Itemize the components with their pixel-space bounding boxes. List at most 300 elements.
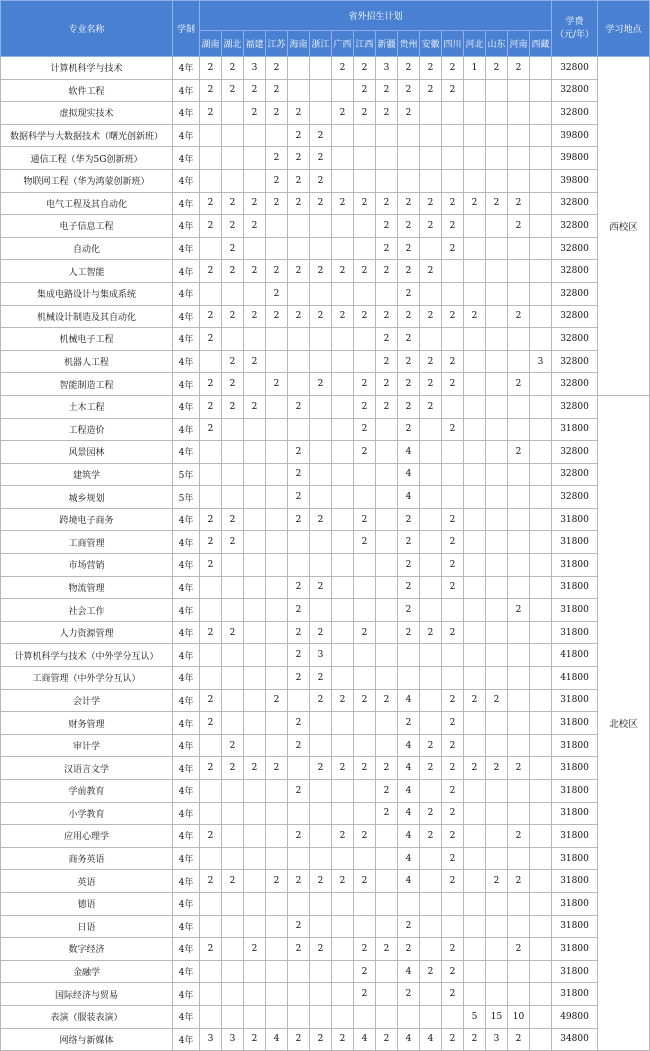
quota-cell [200,124,222,147]
quota-cell: 2 [310,1028,332,1051]
quota-cell [222,825,244,848]
quota-cell [420,644,442,667]
quota-cell [420,780,442,803]
quota-cell: 2 [310,757,332,780]
quota-cell: 1 [464,57,486,80]
table-row [1,102,650,125]
quota-cell: 2 [442,531,464,554]
major-name-cell: 社会工作 [1,599,173,622]
quota-cell [486,554,508,577]
quota-cell [398,124,420,147]
header-major: 专业名称 [1,1,173,57]
fee-cell: 31800 [552,847,598,870]
quota-cell [244,892,266,915]
quota-cell: 2 [288,870,310,893]
quota-cell [464,915,486,938]
duration-cell: 4年 [173,508,200,531]
quota-cell [420,667,442,690]
quota-cell: 2 [376,328,398,351]
quota-cell [530,802,552,825]
table-row [1,418,650,441]
major-name-cell: 市场营销 [1,554,173,577]
quota-cell: 4 [398,757,420,780]
major-name-cell: 英语 [1,870,173,893]
quota-cell: 2 [354,305,376,328]
quota-cell [464,667,486,690]
quota-cell: 2 [398,260,420,283]
quota-cell [464,960,486,983]
quota-cell: 2 [288,621,310,644]
quota-cell: 2 [376,373,398,396]
fee-cell: 31800 [552,960,598,983]
major-name-cell: 商务英语 [1,847,173,870]
quota-cell: 2 [244,192,266,215]
quota-cell: 4 [266,1028,288,1051]
duration-cell: 4年 [173,1028,200,1051]
quota-cell [464,237,486,260]
quota-cell [464,599,486,622]
quota-cell: 2 [288,1028,310,1051]
quota-cell [244,983,266,1006]
quota-cell [530,734,552,757]
fee-cell: 32800 [552,328,598,351]
quota-cell [376,644,398,667]
quota-cell: 2 [486,57,508,80]
quota-cell: 2 [354,373,376,396]
quota-cell [486,780,508,803]
quota-cell [530,486,552,509]
quota-cell [486,825,508,848]
quota-cell [222,463,244,486]
major-name-cell: 工程造价 [1,418,173,441]
quota-cell [266,667,288,690]
quota-cell [530,237,552,260]
quota-cell [200,350,222,373]
major-name-cell: 计算机科学与技术（中外学分互认） [1,644,173,667]
major-name-cell: 电子信息工程 [1,215,173,238]
quota-cell: 2 [222,57,244,80]
quota-cell [376,825,398,848]
duration-cell: 4年 [173,870,200,893]
quota-cell [508,689,530,712]
major-name-cell: 工商管理 [1,531,173,554]
quota-cell: 2 [288,463,310,486]
quota-cell: 2 [266,282,288,305]
quota-cell [222,915,244,938]
quota-cell [420,599,442,622]
quota-cell [288,418,310,441]
header-location: 学习地点 [598,1,650,57]
quota-cell: 2 [508,870,530,893]
quota-cell: 2 [288,825,310,848]
quota-cell [508,915,530,938]
quota-cell [508,237,530,260]
quota-cell [486,915,508,938]
quota-cell [288,328,310,351]
quota-cell: 2 [420,57,442,80]
table-row [1,237,650,260]
quota-cell: 2 [442,350,464,373]
major-name-cell: 人工智能 [1,260,173,283]
quota-cell: 2 [200,621,222,644]
quota-cell [486,960,508,983]
quota-cell [420,983,442,1006]
quota-cell [244,1005,266,1028]
quota-cell [530,847,552,870]
quota-cell: 2 [464,1028,486,1051]
quota-cell [420,1005,442,1028]
quota-cell [376,734,398,757]
quota-cell [354,554,376,577]
quota-cell: 2 [354,531,376,554]
table-row [1,531,650,554]
quota-cell: 2 [310,938,332,961]
quota-cell: 2 [200,328,222,351]
province-header-cell: 浙江 [310,31,332,57]
quota-cell: 3 [530,350,552,373]
duration-cell: 5年 [173,486,200,509]
quota-cell [530,305,552,328]
quota-cell: 2 [266,169,288,192]
quota-cell: 2 [288,938,310,961]
major-name-cell: 自动化 [1,237,173,260]
major-name-cell: 建筑学 [1,463,173,486]
quota-cell [376,599,398,622]
quota-cell: 2 [376,395,398,418]
quota-cell [310,712,332,735]
quota-cell: 2 [200,79,222,102]
quota-cell [508,350,530,373]
quota-cell [200,667,222,690]
quota-cell [464,983,486,1006]
quota-cell: 2 [398,328,420,351]
quota-cell: 2 [222,373,244,396]
quota-cell [266,418,288,441]
quota-cell: 2 [354,441,376,464]
campus-north-cell: 北校区 [598,395,650,1050]
quota-cell: 2 [288,102,310,125]
quota-cell [354,147,376,170]
quota-cell [508,780,530,803]
quota-cell [266,531,288,554]
quota-cell: 2 [398,554,420,577]
table-row [1,328,650,351]
quota-cell: 15 [486,1005,508,1028]
quota-cell: 2 [442,960,464,983]
quota-cell [442,667,464,690]
quota-cell [442,644,464,667]
quota-cell [486,350,508,373]
quota-cell: 2 [266,79,288,102]
quota-cell: 2 [200,192,222,215]
quota-cell: 2 [244,1028,266,1051]
quota-cell [464,508,486,531]
quota-cell [244,689,266,712]
quota-cell: 2 [442,1028,464,1051]
quota-cell: 2 [266,147,288,170]
quota-cell: 2 [310,260,332,283]
quota-cell: 2 [266,260,288,283]
duration-cell: 4年 [173,237,200,260]
quota-cell [200,802,222,825]
quota-cell: 2 [376,79,398,102]
quota-cell [200,599,222,622]
quota-cell: 2 [442,983,464,1006]
quota-cell [508,282,530,305]
province-header-cell: 福建 [244,31,266,57]
quota-cell [376,124,398,147]
major-name-cell: 电气工程及其自动化 [1,192,173,215]
quota-cell: 2 [376,938,398,961]
quota-cell [354,169,376,192]
quota-cell [200,915,222,938]
duration-cell: 4年 [173,147,200,170]
quota-cell [530,147,552,170]
major-name-cell: 集成电路设计与集成系统 [1,282,173,305]
quota-cell [244,508,266,531]
major-name-cell: 审计学 [1,734,173,757]
table-row [1,395,650,418]
quota-cell [508,576,530,599]
fee-cell: 31800 [552,599,598,622]
quota-cell: 2 [376,192,398,215]
table-row [1,734,650,757]
quota-cell [310,531,332,554]
table-row [1,960,650,983]
fee-cell: 31800 [552,531,598,554]
duration-cell: 4年 [173,79,200,102]
quota-cell [354,915,376,938]
quota-cell: 2 [200,102,222,125]
fee-cell: 31800 [552,576,598,599]
fee-cell: 31800 [552,621,598,644]
quota-cell [332,169,354,192]
quota-cell [244,825,266,848]
table-row [1,712,650,735]
quota-cell: 2 [200,57,222,80]
quota-cell [222,124,244,147]
quota-cell: 2 [376,757,398,780]
quota-cell [442,169,464,192]
duration-cell: 4年 [173,1005,200,1028]
quota-cell: 2 [442,215,464,238]
quota-cell: 2 [420,215,442,238]
quota-cell [244,644,266,667]
quota-cell [200,960,222,983]
fee-cell: 31800 [552,938,598,961]
fee-cell: 39800 [552,124,598,147]
quota-cell: 2 [398,599,420,622]
quota-cell: 2 [508,938,530,961]
quota-cell: 2 [354,938,376,961]
quota-cell: 2 [222,215,244,238]
quota-cell [530,1005,552,1028]
quota-cell [530,57,552,80]
quota-cell: 3 [244,57,266,80]
quota-cell [464,328,486,351]
quota-cell: 2 [420,79,442,102]
quota-cell [310,79,332,102]
quota-cell [508,260,530,283]
quota-cell [486,215,508,238]
fee-cell: 31800 [552,712,598,735]
quota-cell [222,328,244,351]
quota-cell [288,757,310,780]
table-row [1,667,650,690]
major-name-cell: 金融学 [1,960,173,983]
duration-cell: 4年 [173,57,200,80]
quota-cell: 2 [442,825,464,848]
quota-cell: 2 [442,757,464,780]
quota-cell [530,599,552,622]
quota-cell: 2 [288,780,310,803]
quota-cell: 2 [508,305,530,328]
duration-cell: 4年 [173,915,200,938]
duration-cell: 4年 [173,373,200,396]
major-name-cell: 城乡规划 [1,486,173,509]
quota-cell: 2 [354,102,376,125]
quota-cell: 2 [442,305,464,328]
major-name-cell: 机械电子工程 [1,328,173,351]
quota-cell: 2 [288,644,310,667]
quota-cell [266,486,288,509]
quota-cell: 2 [442,712,464,735]
quota-cell [354,780,376,803]
duration-cell: 4年 [173,599,200,622]
quota-cell [530,169,552,192]
quota-cell: 2 [376,305,398,328]
fee-cell: 31800 [552,780,598,803]
fee-cell: 39800 [552,169,598,192]
quota-cell [310,983,332,1006]
quota-cell [354,328,376,351]
quota-cell [222,960,244,983]
quota-cell [464,576,486,599]
quota-cell: 2 [266,102,288,125]
quota-cell [222,689,244,712]
fee-cell: 31800 [552,757,598,780]
quota-cell: 3 [222,1028,244,1051]
quota-cell [288,215,310,238]
quota-cell [486,260,508,283]
quota-cell: 2 [354,621,376,644]
quota-cell [376,983,398,1006]
quota-cell [244,373,266,396]
quota-cell: 2 [222,870,244,893]
quota-cell [486,531,508,554]
duration-cell: 4年 [173,734,200,757]
quota-cell: 2 [222,621,244,644]
quota-cell [310,486,332,509]
table-row [1,192,650,215]
quota-cell [222,102,244,125]
fee-cell: 32800 [552,395,598,418]
duration-cell: 4年 [173,689,200,712]
quota-cell [354,486,376,509]
major-name-cell: 数据科学与大数据技术（曙光创新班） [1,124,173,147]
table-row [1,554,650,577]
quota-cell: 2 [442,576,464,599]
quota-cell: 2 [332,870,354,893]
quota-cell [332,644,354,667]
quota-cell: 2 [288,260,310,283]
quota-cell [332,892,354,915]
duration-cell: 4年 [173,667,200,690]
quota-cell [508,712,530,735]
quota-cell: 2 [508,757,530,780]
quota-cell: 2 [288,508,310,531]
quota-cell [266,599,288,622]
fee-cell: 32800 [552,57,598,80]
duration-cell: 4年 [173,328,200,351]
quota-cell [376,282,398,305]
quota-cell [354,644,376,667]
quota-cell: 2 [222,531,244,554]
fee-cell: 32800 [552,79,598,102]
quota-cell: 2 [288,192,310,215]
major-name-cell: 网络与新媒体 [1,1028,173,1051]
quota-cell [486,124,508,147]
quota-cell [288,282,310,305]
major-name-cell: 跨境电子商务 [1,508,173,531]
major-name-cell: 小学教育 [1,802,173,825]
fee-cell: 31800 [552,915,598,938]
quota-cell [244,169,266,192]
quota-cell: 2 [310,621,332,644]
major-name-cell: 德语 [1,892,173,915]
major-name-cell: 应用心理学 [1,825,173,848]
table-row [1,870,650,893]
major-name-cell: 工商管理（中外学分互认） [1,667,173,690]
quota-cell [354,667,376,690]
quota-cell: 2 [244,938,266,961]
quota-cell: 2 [376,237,398,260]
quota-cell: 2 [398,395,420,418]
quota-cell: 2 [288,395,310,418]
quota-cell [398,644,420,667]
province-header-cell: 海南 [288,31,310,57]
quota-cell [530,508,552,531]
table-row [1,780,650,803]
quota-cell: 2 [442,847,464,870]
quota-cell [222,599,244,622]
quota-cell: 2 [200,260,222,283]
quota-cell [244,599,266,622]
quota-cell [310,1005,332,1028]
fee-cell: 32800 [552,463,598,486]
quota-cell [464,260,486,283]
quota-cell [266,395,288,418]
quota-cell: 2 [398,282,420,305]
quota-cell [354,576,376,599]
duration-cell: 4年 [173,712,200,735]
quota-cell: 2 [244,305,266,328]
table-row [1,938,650,961]
major-name-cell: 通信工程（华为5G创新班） [1,147,173,170]
quota-cell: 2 [376,1028,398,1051]
quota-cell: 4 [398,441,420,464]
quota-cell [464,441,486,464]
province-header-cell: 湖南 [200,31,222,57]
duration-cell: 4年 [173,260,200,283]
quota-cell: 2 [376,350,398,373]
table-row [1,802,650,825]
quota-cell: 2 [310,169,332,192]
quota-cell: 2 [200,870,222,893]
quota-cell [266,892,288,915]
quota-cell [420,102,442,125]
quota-cell: 2 [244,395,266,418]
